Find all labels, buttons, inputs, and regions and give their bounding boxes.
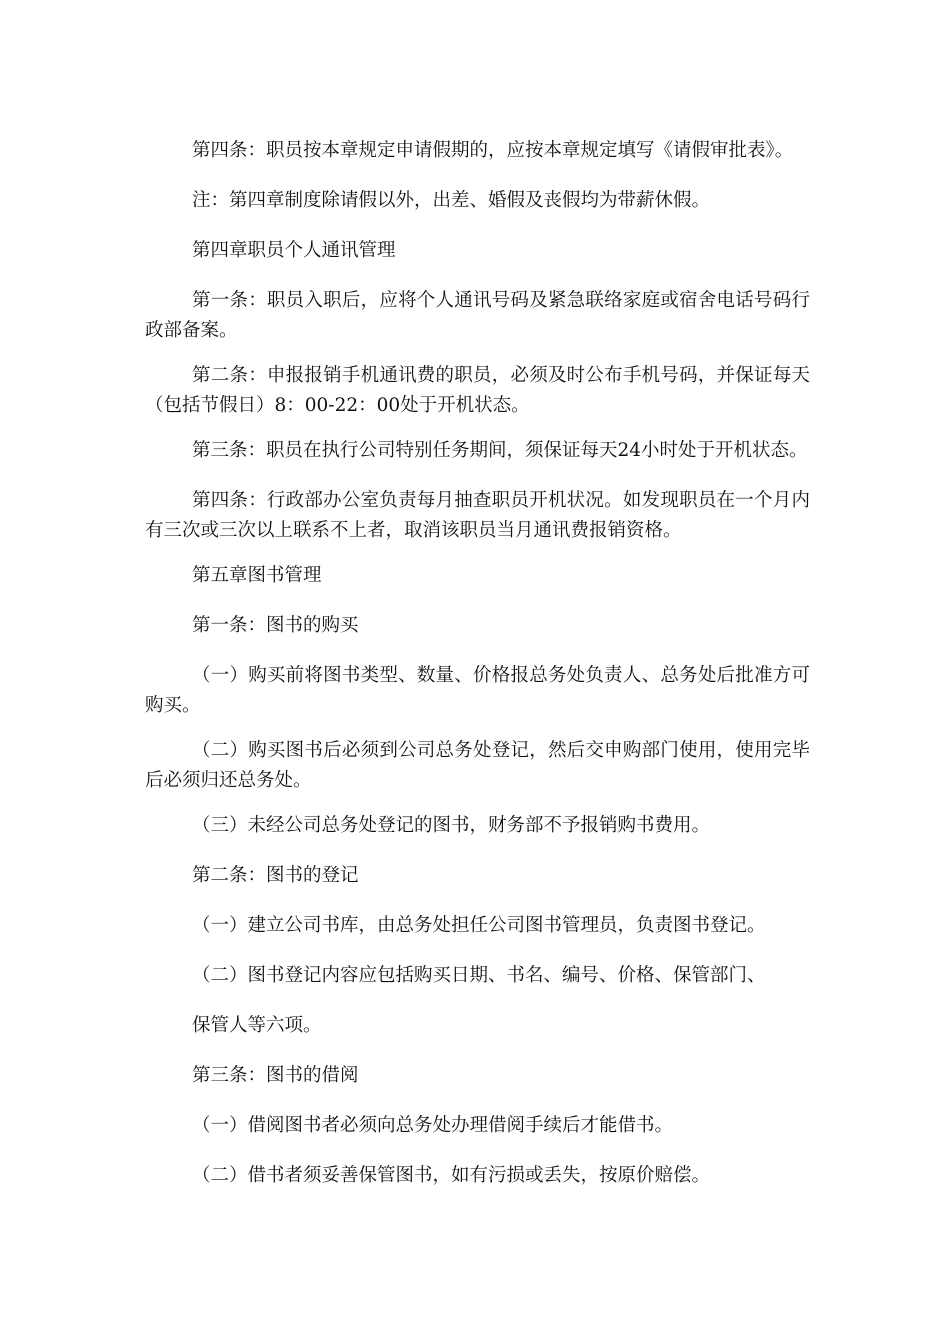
article-heading-book-purchase: 第一条：图书的购买 <box>192 615 359 636</box>
paragraph-note-paid-leave: 注：第四章制度除请假以外，出差、婚假及丧假均为带薪休假。 <box>192 190 711 211</box>
paragraph-borrowing-compensation: （二）借书者须妥善保管图书，如有污损或丢失，按原价赔偿。 <box>192 1165 711 1186</box>
article-heading-book-borrowing: 第三条：图书的借阅 <box>192 1065 359 1086</box>
paragraph-registration-library: （一）建立公司书库，由总务处担任公司图书管理员，负责图书登记。 <box>192 915 766 936</box>
paragraph-article4-leave-form: 第四条：职员按本章规定申请假期的，应按本章规定填写《请假审批表》。 <box>192 140 794 161</box>
paragraph-registration-content-continued: 保管人等六项。 <box>192 1015 322 1036</box>
paragraph-article4-spot-check: 第四条：行政部办公室负责每月抽查职员开机状况。如发现职员在一个月内有三次或三次以上联系不上者，取消该职员当月通讯费报销资格。 <box>145 490 810 541</box>
chapter-heading-books: 第五章图书管理 <box>192 565 322 586</box>
paragraph-purchase-register: （二）购买图书后必须到公司总务处登记，然后交申购部门使用，使用完毕后必须归还总务处。 <box>145 740 810 791</box>
article-heading-book-registration: 第二条：图书的登记 <box>192 865 359 886</box>
paragraph-purchase-approval: （一）购买前将图书类型、数量、价格报总务处负责人、总务处后批准方可购买。 <box>145 665 810 716</box>
paragraph-borrowing-procedure: （一）借阅图书者必须向总务处办理借阅手续后才能借书。 <box>192 1115 674 1136</box>
paragraph-article1-contact: 第一条：职员入职后，应将个人通讯号码及紧急联络家庭或宿舍电话号码行政部备案。 <box>145 290 810 341</box>
chapter-heading-communication: 第四章职员个人通讯管理 <box>192 240 396 261</box>
paragraph-purchase-reimburse: （三）未经公司总务处登记的图书，财务部不予报销购书费用。 <box>192 815 711 836</box>
paragraph-article2-phone: 第二条：申报报销手机通讯费的职员，必须及时公布手机号码，并保证每天（包括节假日）8：00-22：00处于开机状态。 <box>145 365 810 416</box>
paragraph-registration-content: （二）图书登记内容应包括购买日期、书名、编号、价格、保管部门、 <box>192 965 766 986</box>
paragraph-article3-special-task: 第三条：职员在执行公司特别任务期间，须保证每天24小时处于开机状态。 <box>192 440 808 461</box>
